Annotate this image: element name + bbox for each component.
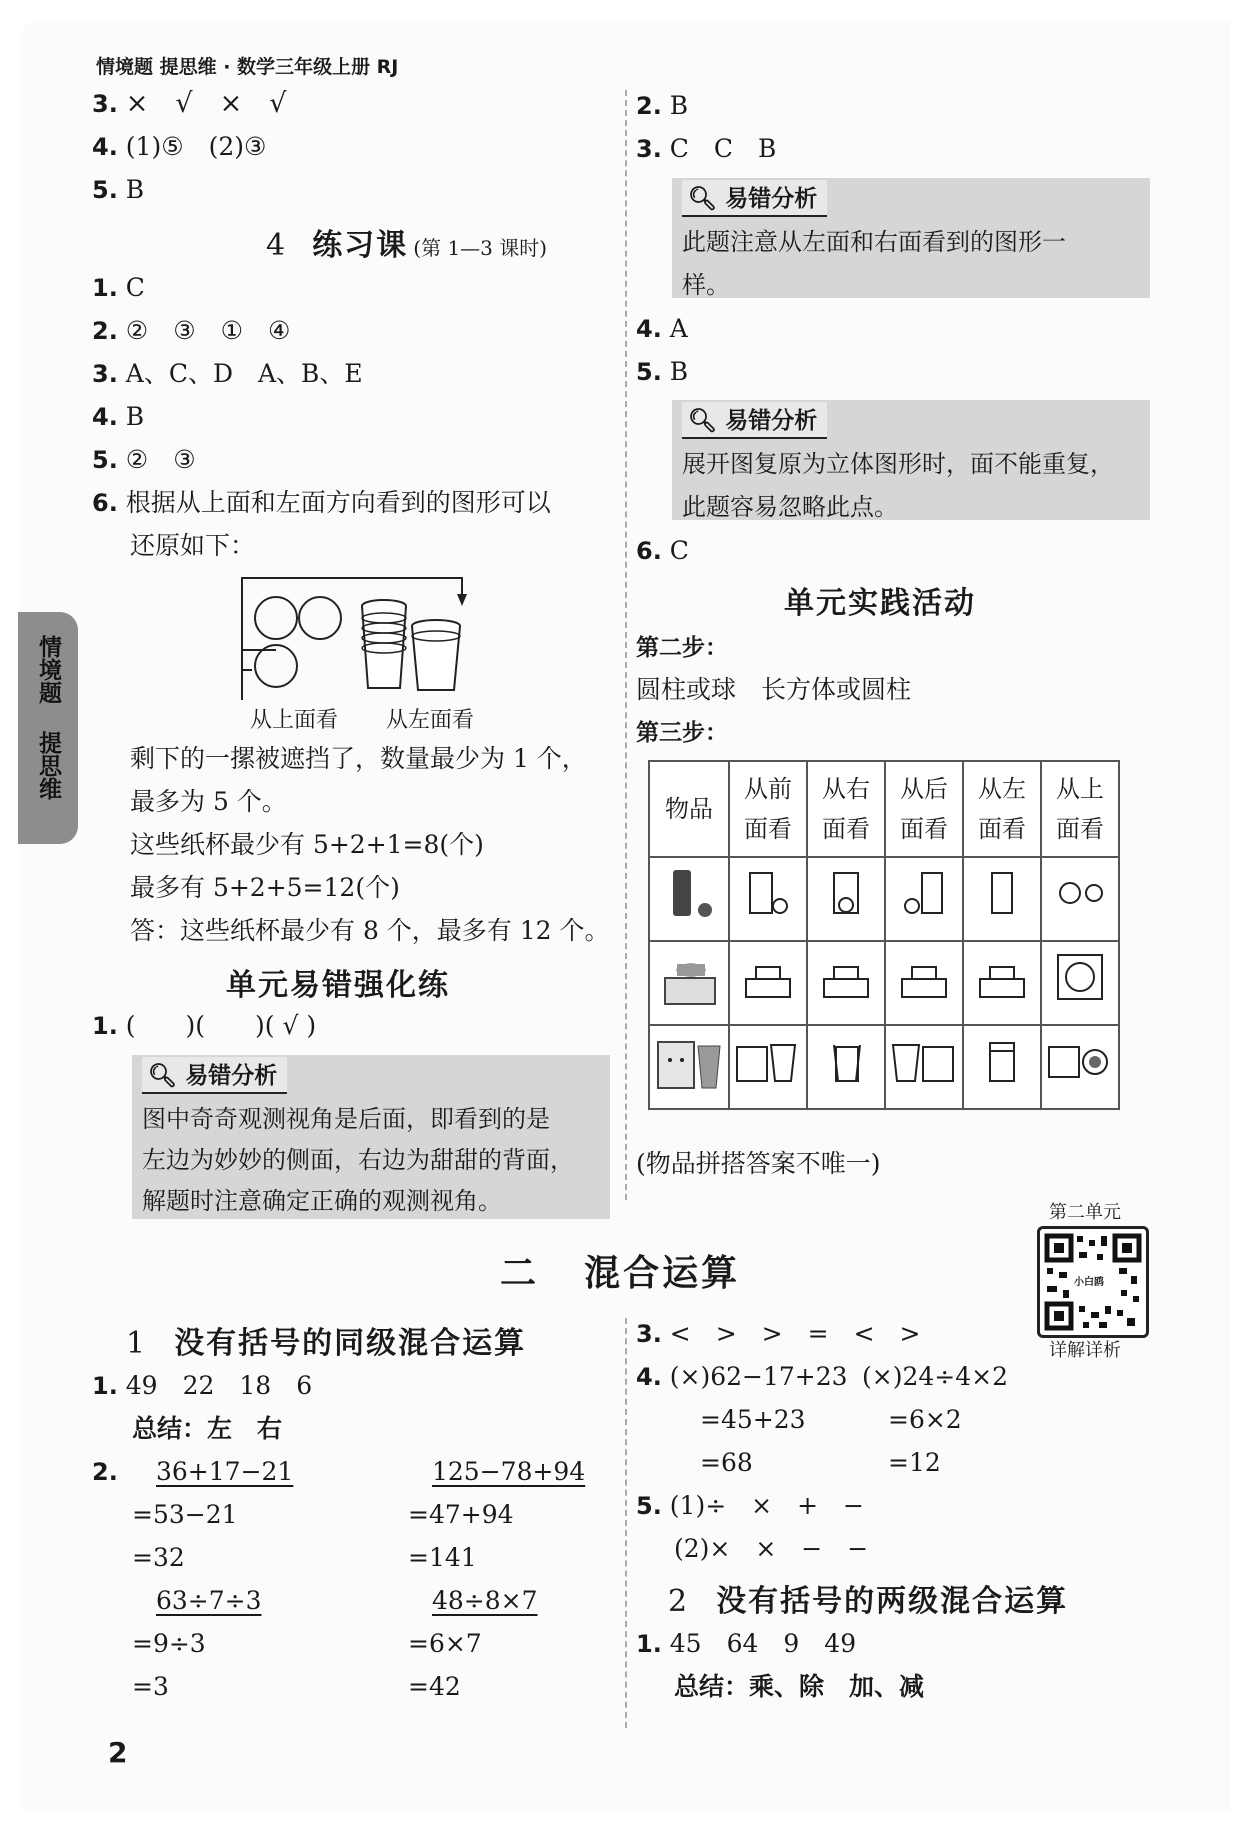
table-header-cell: 从右 面看 bbox=[807, 761, 885, 857]
answer-row: 3. C C B bbox=[636, 134, 777, 163]
answer-row: 5. B bbox=[636, 357, 689, 386]
answer-row: 3. < > > = < > bbox=[636, 1319, 921, 1348]
view-cell bbox=[885, 941, 963, 1025]
view-cell bbox=[729, 941, 807, 1025]
box-line: 此题容易忽略此点。 bbox=[682, 493, 898, 521]
section-title-activity: 单元实践活动 bbox=[784, 586, 976, 621]
qr-top-label: 第二单元 bbox=[1049, 1202, 1121, 1223]
view-cell bbox=[963, 857, 1041, 941]
views-table bbox=[648, 760, 1120, 1110]
view-cell bbox=[963, 941, 1041, 1025]
q6-text-4: 最多有 5+2+5=12(个) bbox=[130, 873, 400, 902]
answer-row: 1. C bbox=[92, 273, 145, 302]
object-box-and-tin bbox=[649, 941, 729, 1025]
summary-row: 总结：乘、除 加、减 bbox=[674, 1672, 925, 1701]
q6-text-3: 这些纸杯最少有 5+2+1=8(个) bbox=[130, 830, 484, 859]
calc-step: =47+94 bbox=[408, 1500, 514, 1529]
box-line: 展开图复原为立体图形时，面不能重复， bbox=[682, 450, 1114, 478]
view-cell bbox=[807, 941, 885, 1025]
table-header-cell: 从上 面看 bbox=[1041, 761, 1119, 857]
answer-row: 1. 49 22 18 6 bbox=[92, 1371, 313, 1400]
calc-step: =9÷3 bbox=[132, 1629, 206, 1658]
error-analysis-heading: 🔍︎ 易错分析 bbox=[682, 402, 827, 439]
view-cell bbox=[1041, 857, 1119, 941]
column-divider-lower bbox=[625, 1318, 627, 1728]
table-header-cell: 从前 面看 bbox=[729, 761, 807, 857]
view-cell bbox=[807, 857, 885, 941]
box-line: 样。 bbox=[682, 271, 730, 299]
view-cell bbox=[729, 1025, 807, 1109]
side-tab-line2: 提思维 bbox=[35, 730, 61, 800]
side-tab-line1: 情境题 bbox=[35, 634, 61, 704]
calc-expression: 125−78+94 bbox=[432, 1457, 586, 1486]
calc-step: =6×7 bbox=[408, 1629, 482, 1658]
section-title-unit-errors: 单元易错强化练 bbox=[226, 968, 450, 1003]
qr-center-label: 小白鸥 bbox=[1074, 1277, 1104, 1288]
answer-row: 6. 根据从上面和左面方向看到的图形可以 bbox=[92, 488, 551, 517]
view-cell bbox=[1041, 1025, 1119, 1109]
calc-step: =32 bbox=[132, 1543, 185, 1572]
calc-expression: (×)24÷4×2 bbox=[862, 1362, 1008, 1391]
activity-note: (物品拼搭答案不唯一) bbox=[636, 1149, 881, 1178]
box-line: 此题注意从左面和右面看到的图形一 bbox=[682, 228, 1066, 256]
q6-text-2: 最多为 5 个。 bbox=[130, 787, 287, 816]
answer-row: 1. 45 64 9 49 bbox=[636, 1629, 857, 1658]
calc-step: =141 bbox=[408, 1543, 477, 1572]
step2-answer: 圆柱或球 长方体或圆柱 bbox=[636, 675, 912, 704]
calc-expression: 48÷8×7 bbox=[432, 1586, 538, 1615]
lesson2-title: 2 没有括号的两级混合运算 bbox=[668, 1584, 1069, 1619]
cups-figure bbox=[236, 570, 496, 700]
caption-top-view: 从上面看 bbox=[250, 708, 339, 733]
step3-label: 第三步： bbox=[636, 720, 728, 746]
column-divider bbox=[625, 90, 627, 1200]
summary-row: 总结：左 右 bbox=[132, 1414, 283, 1443]
view-cell bbox=[963, 1025, 1041, 1109]
box-line: 左边为妙妙的侧面，右边为甜甜的背面， bbox=[142, 1146, 574, 1174]
calc-step: =45+23 bbox=[700, 1405, 806, 1434]
side-tab bbox=[18, 612, 78, 844]
table-header-cell: 物品 bbox=[649, 761, 729, 857]
view-cell bbox=[885, 1025, 963, 1109]
calc-step: =6×2 bbox=[888, 1405, 962, 1434]
qr-bottom-label: 详解详析 bbox=[1049, 1340, 1121, 1361]
answer-row: 4. A bbox=[636, 314, 688, 343]
table-header-cell: 从左 面看 bbox=[963, 761, 1041, 857]
q6-text-1: 剩下的一摞被遮挡了，数量最少为 1 个， bbox=[130, 744, 587, 773]
calc-step: =42 bbox=[408, 1672, 461, 1701]
error-analysis-box bbox=[132, 1055, 610, 1219]
answer-row: 3. A、C、D A、B、E bbox=[92, 359, 363, 388]
object-carton-and-glass bbox=[649, 1025, 729, 1109]
calc-expression: 36+17−21 bbox=[156, 1457, 294, 1486]
page-header: 情境题 提思维 · 数学三年级上册 RJ bbox=[96, 56, 399, 78]
section-title-lesson4: 4 练习课 (第 1—3 课时) bbox=[266, 228, 548, 263]
calc-step: =3 bbox=[132, 1672, 169, 1701]
view-cell bbox=[1041, 941, 1119, 1025]
answer-row: 4. B bbox=[92, 402, 145, 431]
error-analysis-heading: 🔍︎ 易错分析 bbox=[142, 1057, 287, 1094]
error-analysis-box-3 bbox=[672, 400, 1150, 520]
qr-code[interactable] bbox=[1037, 1226, 1149, 1338]
box-line: 解题时注意确定正确的观测视角。 bbox=[142, 1187, 502, 1215]
answer-row: 1. ( )( )( √ ) bbox=[92, 1011, 317, 1040]
table-header-cell: 从后 面看 bbox=[885, 761, 963, 857]
answer-row: 5. ② ③ bbox=[92, 445, 196, 474]
error-analysis-box-2 bbox=[672, 178, 1150, 298]
q6-line2: 还原如下： bbox=[130, 531, 256, 560]
answer-row-cont: (2)× × − − bbox=[674, 1534, 869, 1563]
answer-row: 2. B bbox=[636, 91, 689, 120]
view-cell bbox=[885, 857, 963, 941]
answer-row: 3. × √ × √ bbox=[92, 88, 287, 119]
calc-step: =12 bbox=[888, 1448, 941, 1477]
lesson1-title: 1 没有括号的同级混合运算 bbox=[126, 1326, 527, 1361]
step2-label: 第二步： bbox=[636, 635, 728, 661]
answer-row: 4. (×)62−17+23 bbox=[636, 1362, 848, 1391]
unit2-title: 二 混合运算 bbox=[500, 1253, 741, 1294]
answer-row: 4. (1)⑤ (2)③ bbox=[92, 132, 267, 161]
caption-left-view: 从左面看 bbox=[386, 708, 475, 733]
view-cell bbox=[807, 1025, 885, 1109]
calc-expression: 63÷7÷3 bbox=[156, 1586, 262, 1615]
answer-row: 5. B bbox=[92, 175, 145, 204]
page-number: 2 bbox=[108, 1736, 128, 1769]
answer-row: 2. bbox=[92, 1458, 118, 1486]
calc-step: =68 bbox=[700, 1448, 753, 1477]
answer-row: 6. C bbox=[636, 536, 689, 565]
answer-row: 5. (1)÷ × + − bbox=[636, 1491, 864, 1520]
answer-row: 2. ② ③ ① ④ bbox=[92, 316, 291, 345]
view-cell bbox=[729, 857, 807, 941]
object-can-and-ball bbox=[649, 857, 729, 941]
error-analysis-heading: 🔍︎ 易错分析 bbox=[682, 180, 827, 217]
q6-text-5: 答：这些纸杯最少有 8 个，最多有 12 个。 bbox=[130, 916, 610, 945]
calc-step: =53−21 bbox=[132, 1500, 238, 1529]
box-line: 图中奇奇观测视角是后面，即看到的是 bbox=[142, 1105, 550, 1133]
